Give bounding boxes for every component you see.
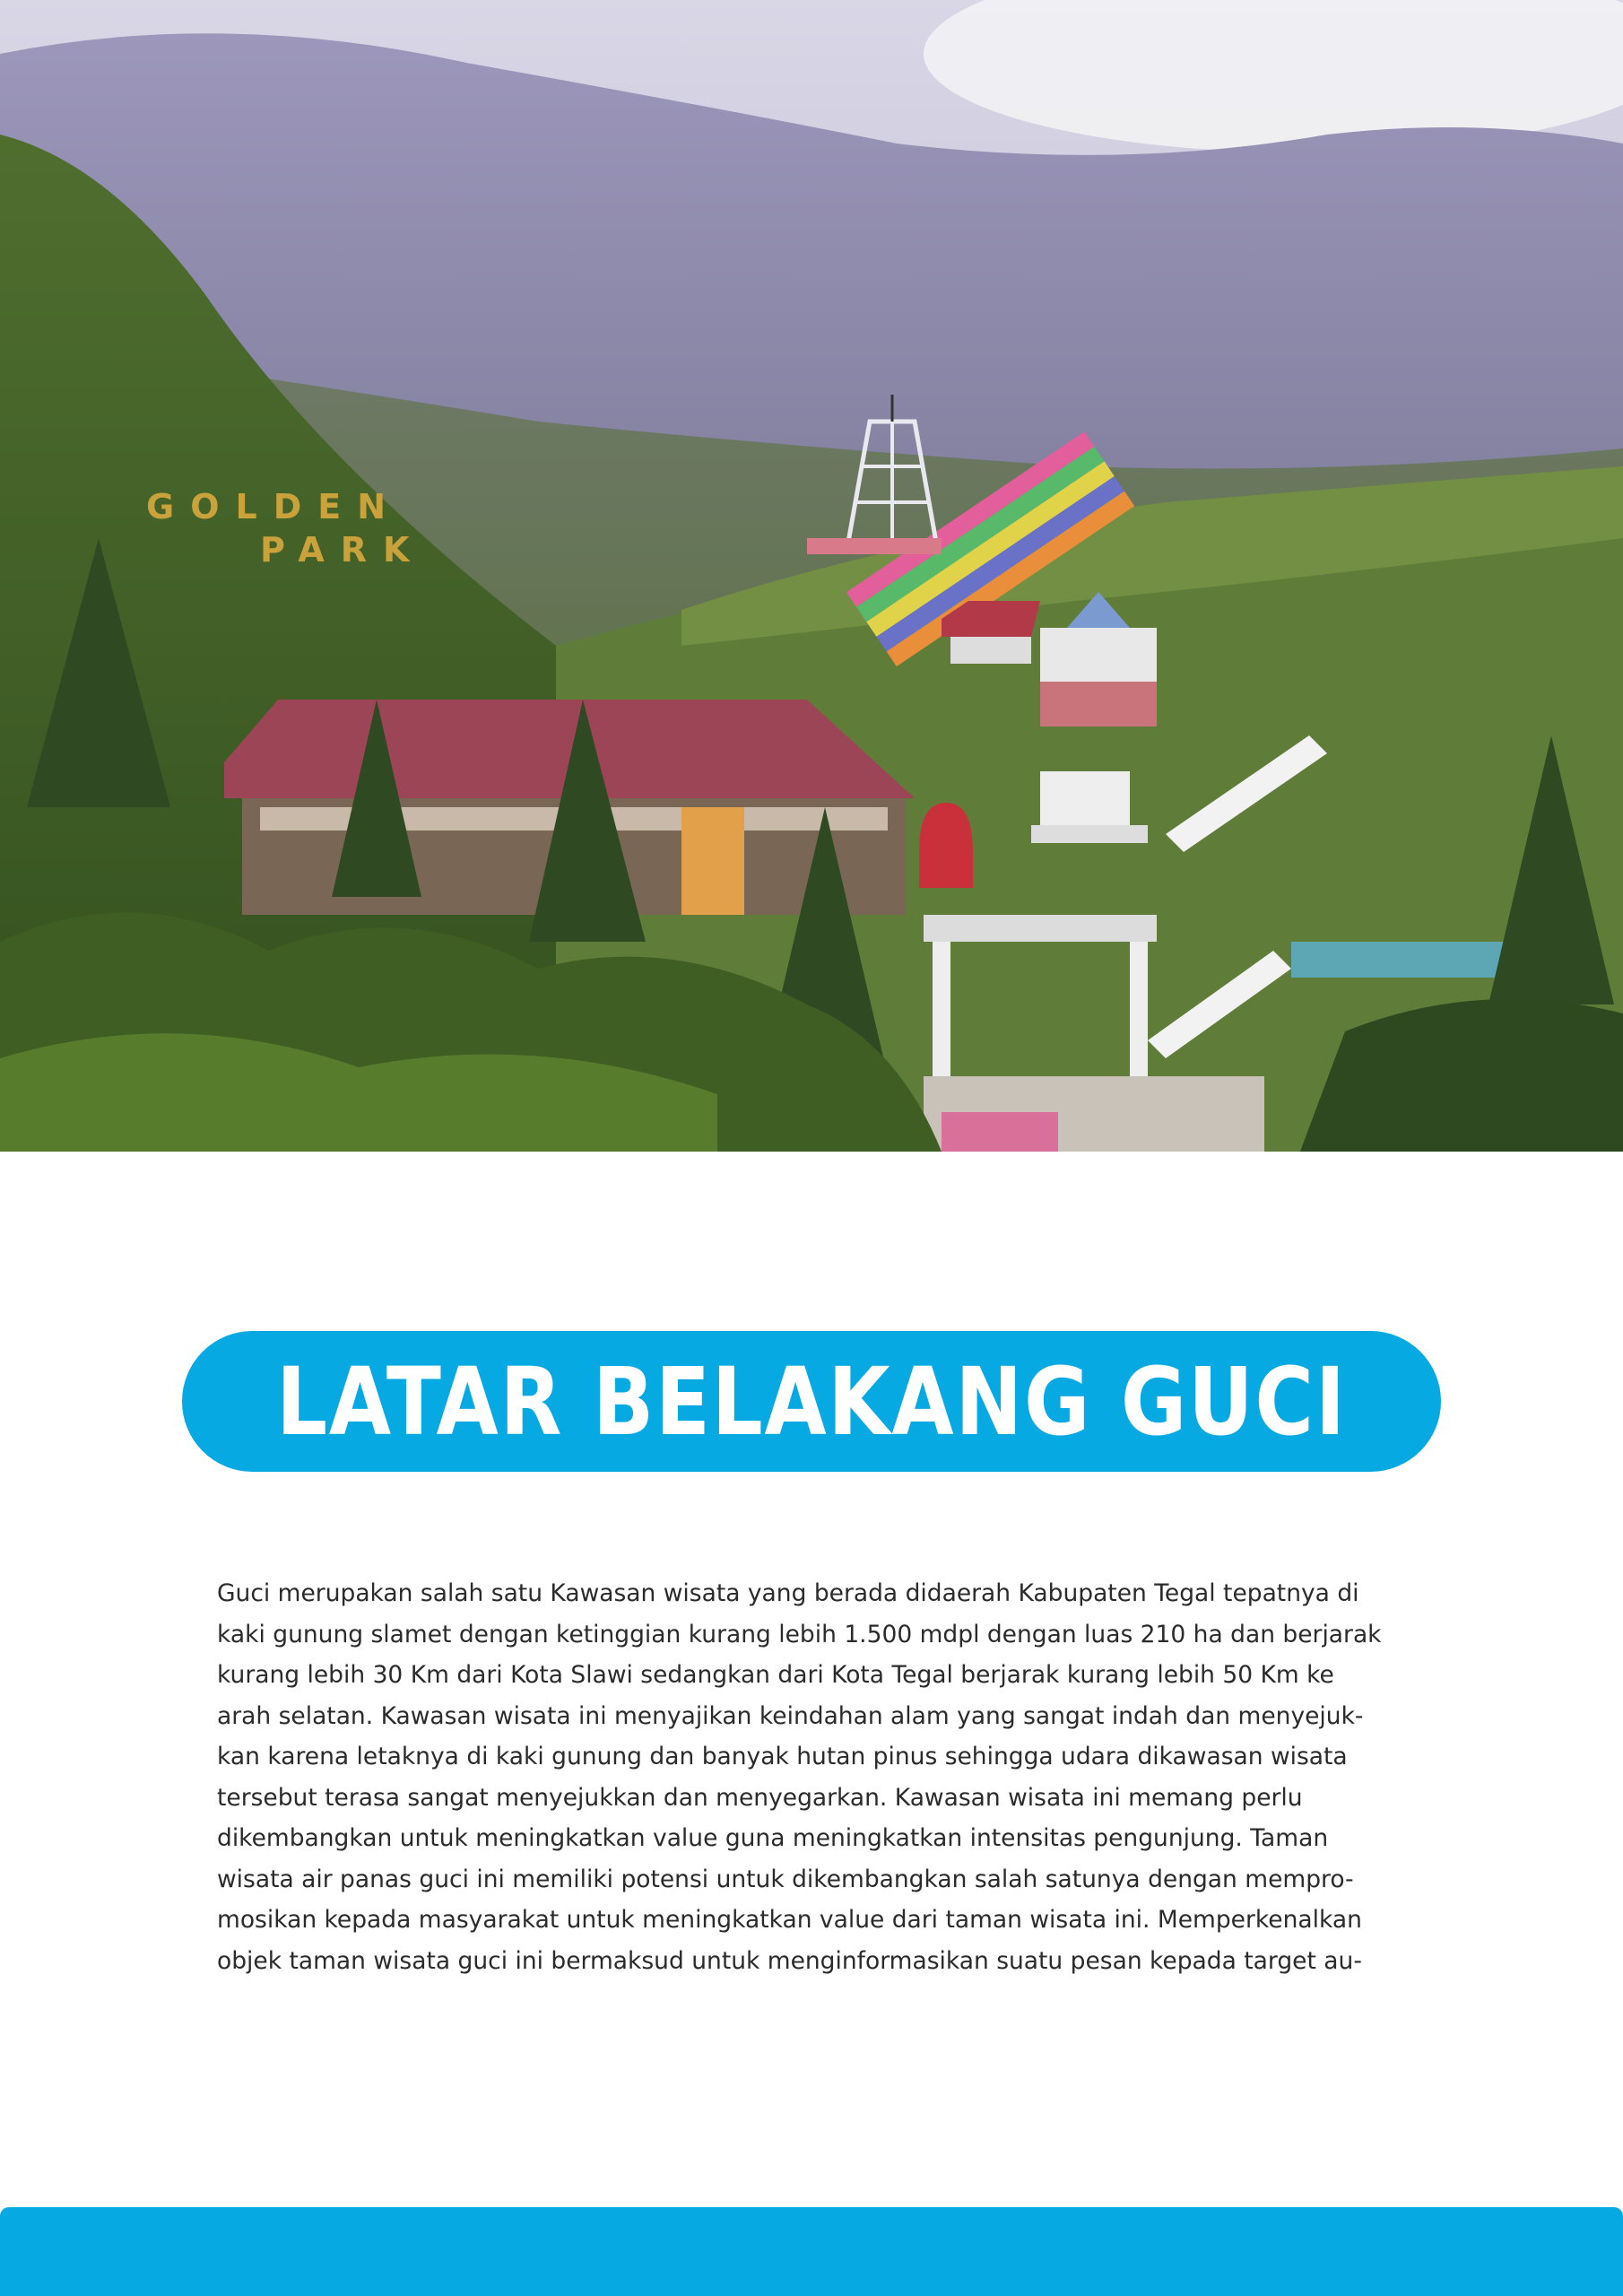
body-line: kaki gunung slamet dengan ketinggian kurang lebih 1.500 mdpl dengan luas 210 ha dan berjarak: [217, 1620, 1382, 1648]
body-line: mosikan kepada masyarakat untuk meningkatkan value dari taman wisata ini. Memperkenalkan: [217, 1906, 1362, 1934]
body-line: dikembangkan untuk meningkatkan value guna meningkatkan intensitas pengunjung. Taman: [217, 1824, 1329, 1852]
body-line: tersebut terasa sangat menyejukkan dan menyegarkan. Kawasan wisata ini memang perlu: [217, 1783, 1303, 1812]
page-title: LATAR BELAKANG GUCI: [276, 1346, 1347, 1457]
sign-park: PARK: [260, 530, 426, 570]
sign-golden: GOLDEN: [146, 487, 403, 526]
body-line: kurang lebih 30 Km dari Kota Slawi sedangkan dari Kota Tegal berjarak kurang lebih 50 Km ke: [217, 1661, 1334, 1689]
body-line: kan karena letaknya di kaki gunung dan banyak hutan pinus sehingga udara dikawasan wisata: [217, 1743, 1348, 1770]
body-paragraph: [217, 1573, 1410, 1981]
body-line: objek taman wisata guci ini bermaksud untuk menginformasikan suatu pesan kepada target au-: [217, 1946, 1362, 1975]
footer-band: [0, 2207, 1623, 2296]
body-line: Guci merupakan salah satu Kawasan wisata yang berada didaerah Kabupaten Tegal tepatnya di: [217, 1579, 1359, 1607]
body-line: wisata air panas guci ini memiliki potensi untuk dikembangkan salah satunya dengan mempro-: [217, 1865, 1354, 1893]
title-banner: [182, 1331, 1441, 1472]
body-line: arah selatan. Kawasan wisata ini menyajikan keindahan alam yang sangat indah dan menyejuk-: [217, 1701, 1364, 1730]
